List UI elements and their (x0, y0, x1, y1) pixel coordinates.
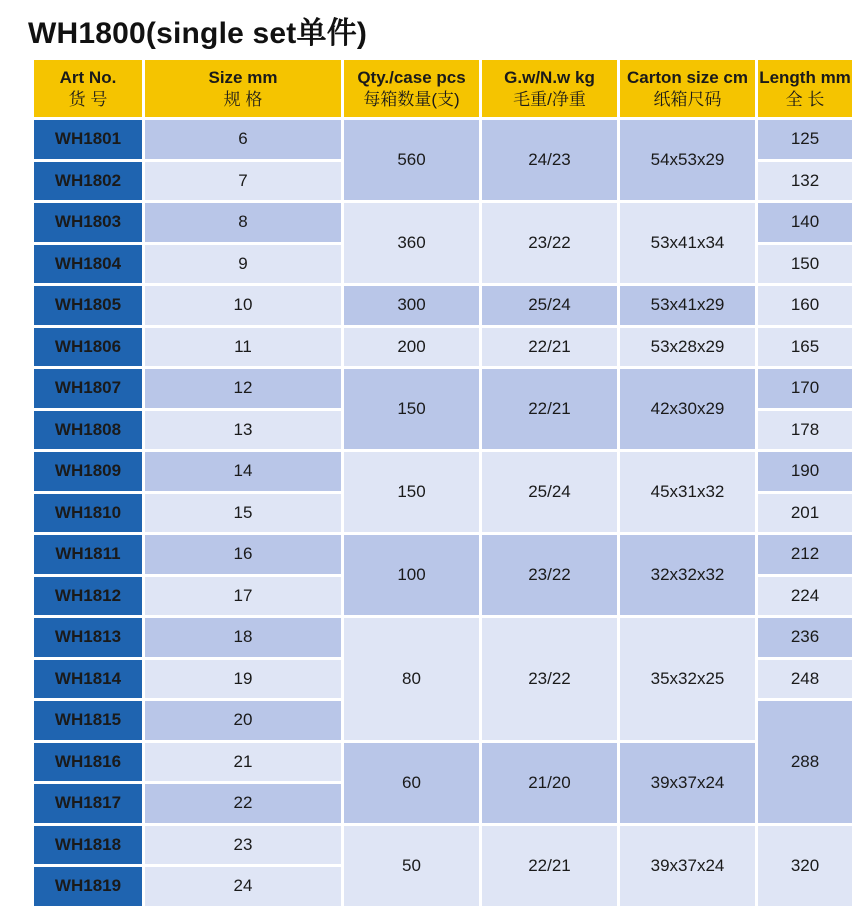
art-no-cell: WH1813 (34, 618, 142, 657)
art-no-cell: WH1814 (34, 660, 142, 699)
length-cell: 160 (758, 286, 852, 325)
size-cell: 9 (145, 245, 341, 284)
art-no-cell: WH1807 (34, 369, 142, 408)
art-no-cell: WH1810 (34, 494, 142, 533)
header-weight-en: G.w/N.w kg (504, 67, 595, 87)
header-weight-zh: 毛重/净重 (513, 89, 586, 109)
header-length-en: Length mm (759, 67, 851, 87)
size-cell: 14 (145, 452, 341, 491)
header-qty (344, 60, 479, 117)
size-cell: 11 (145, 328, 341, 367)
qty-cell: 80 (344, 618, 479, 740)
length-cell: 224 (758, 577, 852, 616)
table-row (34, 826, 852, 865)
spec-table (31, 57, 855, 909)
art-no-cell: WH1812 (34, 577, 142, 616)
length-cell: 125 (758, 120, 852, 159)
page-title: WH1800(single set单件) (28, 17, 368, 50)
weight-cell: 23/22 (482, 203, 617, 283)
length-cell: 248 (758, 660, 852, 699)
length-cell: 236 (758, 618, 852, 657)
art-no-cell: WH1811 (34, 535, 142, 574)
carton-cell: 53x28x29 (620, 328, 755, 367)
art-no-cell: WH1818 (34, 826, 142, 865)
size-cell: 10 (145, 286, 341, 325)
size-cell: 17 (145, 577, 341, 616)
weight-cell: 25/24 (482, 452, 617, 532)
qty-cell: 150 (344, 452, 479, 532)
size-cell: 21 (145, 743, 341, 782)
table-row (34, 328, 852, 367)
size-cell: 6 (145, 120, 341, 159)
qty-cell: 60 (344, 743, 479, 823)
art-no-cell: WH1806 (34, 328, 142, 367)
art-no-cell: WH1808 (34, 411, 142, 450)
table-row (34, 452, 852, 491)
length-cell: 165 (758, 328, 852, 367)
header-size-zh: 规 格 (223, 89, 263, 109)
header-weight (482, 60, 617, 117)
table-row (34, 743, 852, 782)
table-row (34, 369, 852, 408)
length-cell: 201 (758, 494, 852, 533)
table-row (34, 286, 852, 325)
carton-cell: 42x30x29 (620, 369, 755, 449)
length-cell: 320 (758, 826, 852, 906)
size-cell: 20 (145, 701, 341, 740)
carton-cell: 53x41x34 (620, 203, 755, 283)
header-art-no (34, 60, 142, 117)
size-cell: 8 (145, 203, 341, 242)
art-no-cell: WH1802 (34, 162, 142, 201)
art-no-cell: WH1819 (34, 867, 142, 906)
table-row (34, 535, 852, 574)
length-cell: 170 (758, 369, 852, 408)
header-carton-en: Carton size cm (627, 67, 748, 87)
header-length-zh: 全 长 (785, 89, 825, 109)
header-size (145, 60, 341, 117)
length-cell: 140 (758, 203, 852, 242)
header-size-en: Size mm (208, 67, 278, 87)
size-cell: 23 (145, 826, 341, 865)
weight-cell: 25/24 (482, 286, 617, 325)
weight-cell: 23/22 (482, 618, 617, 740)
length-cell: 132 (758, 162, 852, 201)
art-no-cell: WH1804 (34, 245, 142, 284)
header-carton (620, 60, 755, 117)
table-row (34, 618, 852, 657)
qty-cell: 100 (344, 535, 479, 615)
carton-cell: 35x32x25 (620, 618, 755, 740)
size-cell: 15 (145, 494, 341, 533)
carton-cell: 39x37x24 (620, 826, 755, 906)
art-no-cell: WH1809 (34, 452, 142, 491)
carton-cell: 53x41x29 (620, 286, 755, 325)
weight-cell: 22/21 (482, 369, 617, 449)
table-row (34, 203, 852, 242)
size-cell: 19 (145, 660, 341, 699)
carton-cell: 32x32x32 (620, 535, 755, 615)
art-no-cell: WH1817 (34, 784, 142, 823)
qty-cell: 360 (344, 203, 479, 283)
size-cell: 13 (145, 411, 341, 450)
length-cell: 212 (758, 535, 852, 574)
length-cell: 190 (758, 452, 852, 491)
table-row (34, 120, 852, 159)
weight-cell: 24/23 (482, 120, 617, 200)
qty-cell: 150 (344, 369, 479, 449)
size-cell: 22 (145, 784, 341, 823)
length-cell: 150 (758, 245, 852, 284)
art-no-cell: WH1815 (34, 701, 142, 740)
art-no-cell: WH1816 (34, 743, 142, 782)
qty-cell: 300 (344, 286, 479, 325)
weight-cell: 22/21 (482, 826, 617, 906)
carton-cell: 54x53x29 (620, 120, 755, 200)
weight-cell: 21/20 (482, 743, 617, 823)
header-row (34, 60, 852, 117)
header-length (758, 60, 852, 117)
size-cell: 18 (145, 618, 341, 657)
carton-cell: 39x37x24 (620, 743, 755, 823)
size-cell: 24 (145, 867, 341, 906)
length-cell: 288 (758, 701, 852, 823)
carton-cell: 45x31x32 (620, 452, 755, 532)
size-cell: 7 (145, 162, 341, 201)
art-no-cell: WH1803 (34, 203, 142, 242)
weight-cell: 23/22 (482, 535, 617, 615)
art-no-cell: WH1805 (34, 286, 142, 325)
size-cell: 12 (145, 369, 341, 408)
art-no-cell: WH1801 (34, 120, 142, 159)
qty-cell: 200 (344, 328, 479, 367)
weight-cell: 22/21 (482, 328, 617, 367)
header-qty-en: Qty./case pcs (357, 67, 466, 87)
length-cell: 178 (758, 411, 852, 450)
qty-cell: 50 (344, 826, 479, 906)
header-art-no-zh: 货 号 (68, 89, 108, 109)
size-cell: 16 (145, 535, 341, 574)
qty-cell: 560 (344, 120, 479, 200)
header-carton-zh: 纸箱尺码 (653, 89, 722, 109)
header-qty-zh: 每箱数量(支) (363, 89, 460, 109)
header-art-no-en: Art No. (59, 67, 117, 87)
